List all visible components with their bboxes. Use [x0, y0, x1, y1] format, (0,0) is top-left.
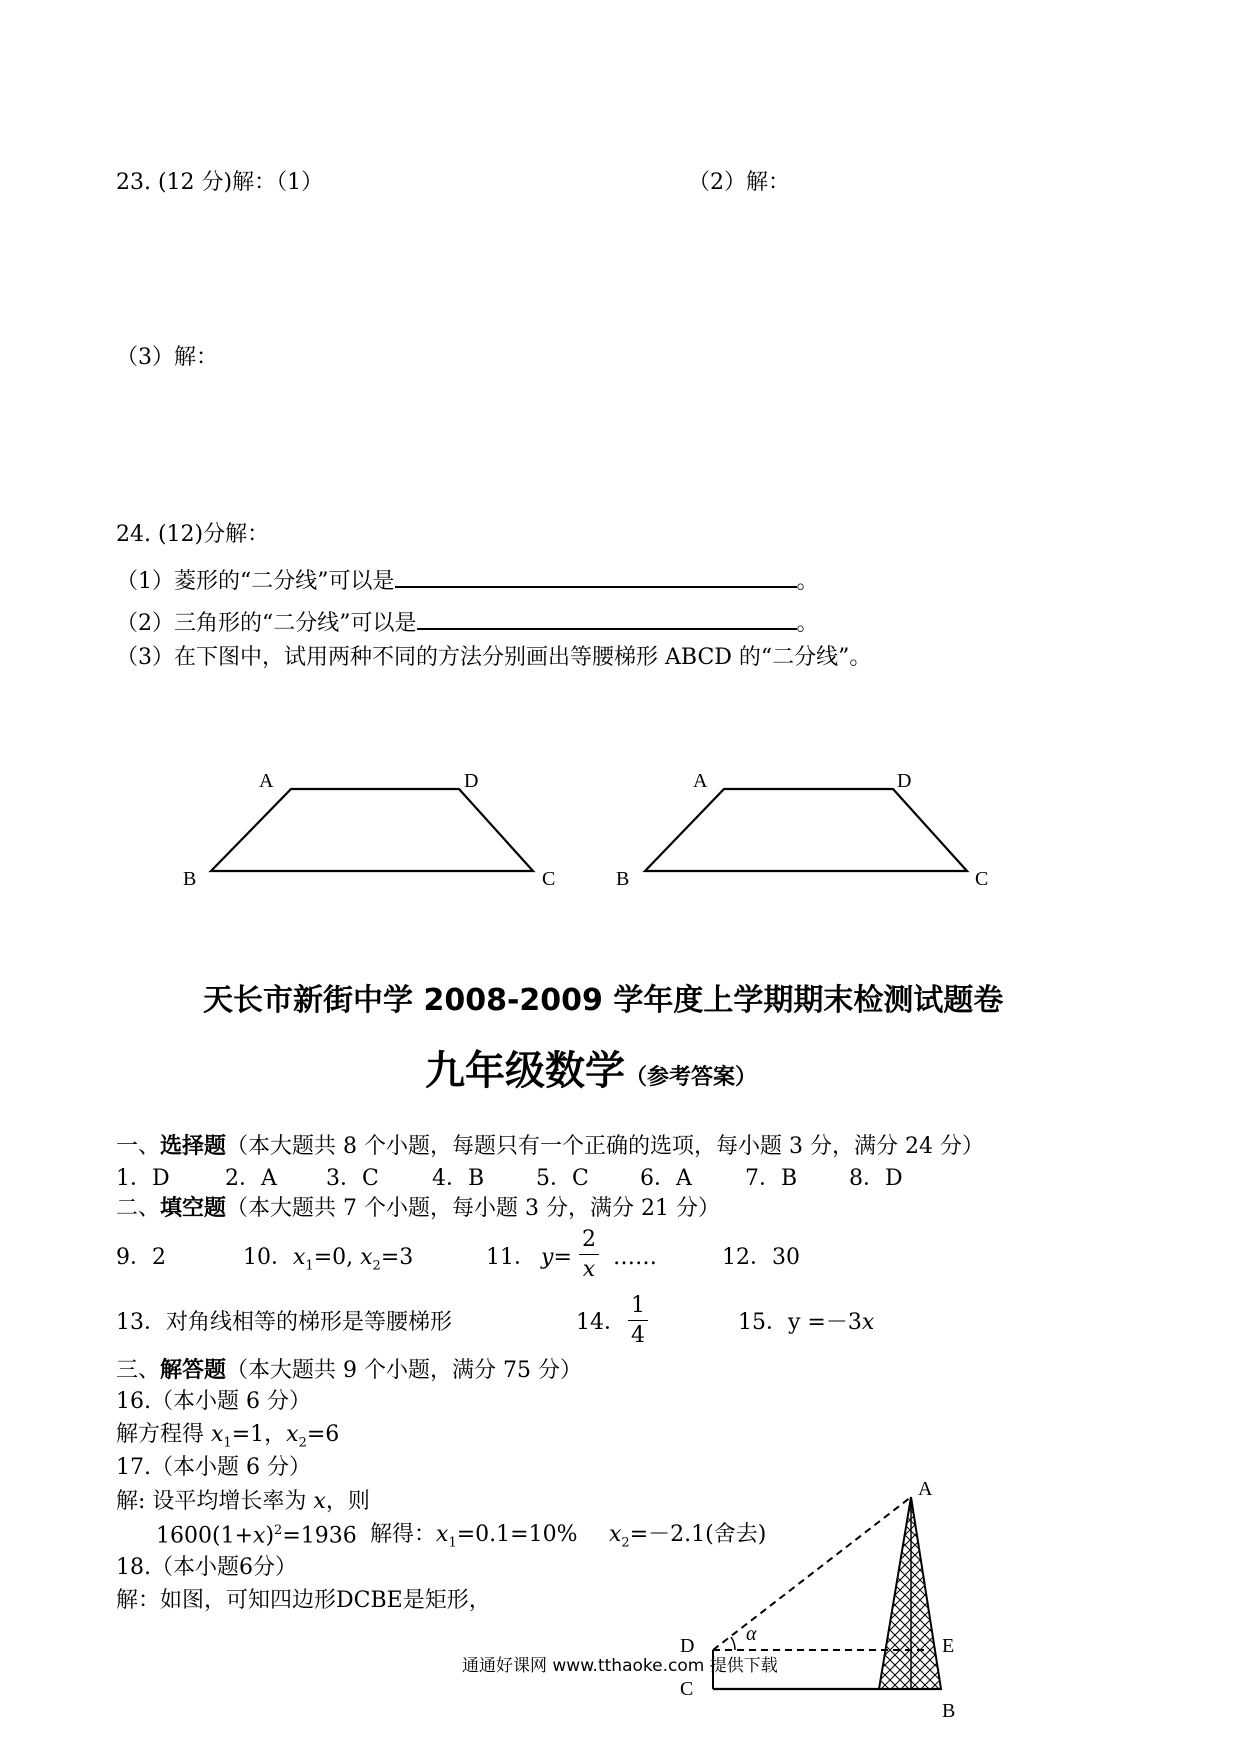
ans-12: 12．30: [722, 1245, 800, 1270]
q17-solved: 解得：: [370, 1522, 437, 1547]
q16-eq2: =6: [306, 1422, 340, 1447]
q24-line3: （3）在下图中，试用两种不同的方法分别画出等腰梯形 ABCD 的“二分线”。: [116, 645, 872, 670]
frac-denominator: 4: [631, 1323, 645, 1348]
sec2-num: 二、: [116, 1196, 161, 1221]
ans-10-prefix: 10．: [243, 1245, 293, 1270]
subject-subtitle: （参考答案）: [625, 1065, 758, 1090]
trapezoid-1: [211, 789, 533, 871]
sec1-desc: （本大题共 8 个小题，每题只有一个正确的选项，每小题 3 分，满分 24 分）: [226, 1134, 984, 1159]
ans-9: 9．2: [116, 1245, 166, 1270]
q23-part2: （2）解：: [688, 170, 790, 195]
sec3-name: 解答题: [160, 1358, 227, 1383]
ans-1: 1．D: [116, 1166, 170, 1191]
ans-15-var: x: [861, 1310, 875, 1335]
ans-11-tail: ……: [613, 1245, 657, 1270]
ans-11-y: y: [541, 1245, 554, 1270]
ans-10: 10．$x_1=0$, $x_2=3$: [243, 1245, 414, 1274]
footer-source: 通通好课网 www.tthaoke.com 提供下载: [462, 1656, 778, 1676]
sec1-num: 一、: [116, 1134, 161, 1159]
trap2-label-d: D: [897, 770, 912, 792]
q17-prefix: 解: 设平均增长率为: [116, 1489, 314, 1514]
q24-head: 24. (12)分解：: [116, 522, 270, 547]
trap2-label-a: A: [693, 770, 708, 792]
fig18-angle-label: α: [746, 1623, 757, 1645]
sec2-desc: （本大题共 7 个小题，每小题 3 分，满分 21 分）: [226, 1196, 720, 1221]
q23-head: 23. (12 分)解：（1）: [116, 170, 324, 195]
ans-14-fraction: [628, 1293, 648, 1348]
trapezoid-2: [645, 789, 967, 871]
trap1-label-c: C: [542, 868, 556, 890]
q17-line1: [116, 1491, 370, 1513]
trap2-label-c: C: [975, 868, 989, 890]
fig18-label-a: A: [918, 1478, 933, 1500]
q17-x1: =0.1=10%: [456, 1522, 578, 1547]
trap1-label-b: B: [183, 868, 197, 890]
q17-x2-value: =－2.1(舍去): [629, 1522, 767, 1547]
period: 。: [796, 569, 819, 594]
q16: 16.（本小题 6 分）: [116, 1389, 311, 1414]
ans-15-text: 15．y =－3: [738, 1310, 862, 1335]
fig18-label-b: B: [942, 1700, 956, 1722]
ans-6: 6．A: [640, 1166, 692, 1191]
sec2-heading: [116, 1198, 720, 1220]
q17-eq-c: =1936: [282, 1523, 357, 1549]
ans-4: 4．B: [432, 1166, 485, 1191]
ans-15: [738, 1312, 874, 1334]
q17-eq-b: ): [265, 1523, 275, 1549]
ans-10-eq1: =0,: [313, 1245, 361, 1270]
q18: 18.（本小题6分）: [116, 1555, 297, 1580]
ans-14-prefix: 14．: [576, 1310, 626, 1335]
sec3-heading: [116, 1360, 582, 1382]
q17-eq-a: 1600(1+: [156, 1523, 254, 1549]
sec1-name: 选择题: [160, 1134, 227, 1159]
ans-11-prefix: 11．: [486, 1245, 536, 1270]
exam-title: 天长市新街中学 2008-2009 学年度上学期期末检测试题卷: [203, 983, 1004, 1018]
ans-10-eq2: =3: [380, 1245, 414, 1270]
q17-x2: $x_2=-2.1$(舍去): [609, 1522, 767, 1551]
trap2-label-b: B: [616, 868, 630, 890]
ans-11-eq: =: [553, 1245, 572, 1270]
ans-11-fraction: [579, 1227, 599, 1282]
answer-key-title: [425, 1048, 758, 1094]
trap1-label-d: D: [464, 770, 479, 792]
frac-numerator: 2: [582, 1227, 596, 1252]
sight-line-da: [713, 1497, 911, 1650]
frac-numerator: 1: [631, 1293, 645, 1318]
q24-line1-text: （1）菱形的“二分线”可以是: [116, 569, 395, 594]
ans-3: 3．C: [326, 1166, 379, 1191]
tower: [879, 1497, 941, 1689]
ans-11-lhs: [541, 1247, 572, 1269]
q16-eq1: =1，: [231, 1422, 287, 1447]
sec1-heading: [116, 1136, 984, 1158]
q17: 17.（本小题 6 分）: [116, 1455, 311, 1480]
frac-denominator: x: [582, 1257, 596, 1282]
q17-suffix: ，则: [325, 1489, 370, 1514]
q24-line2-text: （2）三角形的“二分线”可以是: [116, 611, 417, 636]
q16-prefix: 解方程得: [116, 1422, 211, 1447]
fig18-label-c: C: [680, 1678, 694, 1700]
fig18-label-e: E: [942, 1635, 955, 1657]
ans-13: 13．对角线相等的梯形是等腰梯形: [116, 1310, 452, 1335]
angle-arc: [731, 1637, 735, 1650]
q17-equation: $1600(1+x)^2=1936$: [156, 1523, 357, 1549]
q23-part3: （3）解：: [116, 345, 218, 370]
period: 。: [796, 611, 819, 636]
trap1-label-a: A: [259, 770, 274, 792]
ans-8: 8．D: [849, 1166, 903, 1191]
sec3-num: 三、: [116, 1358, 161, 1383]
sec3-desc: （本大题共 9 个小题，满分 75 分）: [226, 1358, 582, 1383]
ans-2: 2．A: [225, 1166, 277, 1191]
q16-answer: 解方程得 $x_1=1$，$x_2=6$: [116, 1422, 340, 1451]
q17-var: x: [313, 1489, 326, 1514]
q18-line: 解：如图，可知四边形DCBE是矩形，: [116, 1588, 491, 1613]
sec2-name: 填空题: [160, 1196, 227, 1221]
subject-title: 九年级数学: [425, 1048, 625, 1094]
q17-solution: 解得：$x_1=0.1=10\%$: [370, 1522, 578, 1551]
fig18-label-d: D: [680, 1635, 695, 1657]
ans-7: 7．B: [745, 1166, 798, 1191]
ans-5: 5．C: [536, 1166, 589, 1191]
